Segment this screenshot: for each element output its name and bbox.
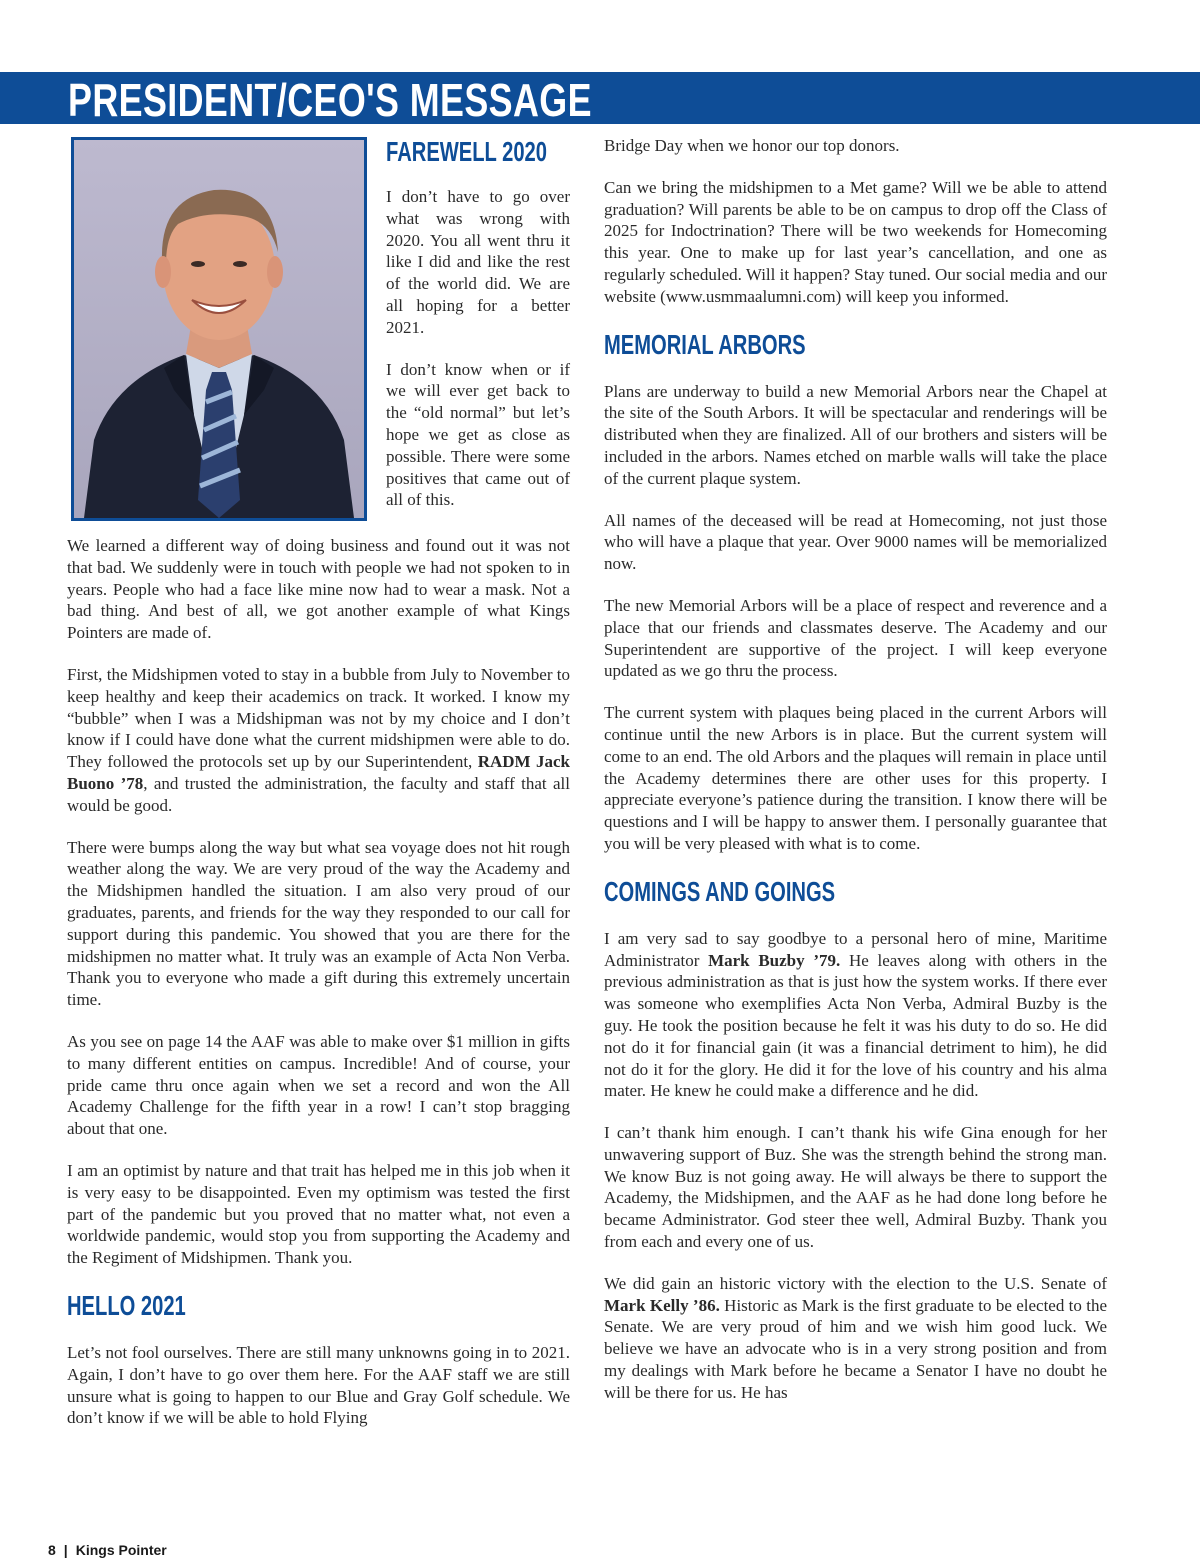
arbors-paragraph-3: The new Memorial Arbors will be a place of respect and reverence and a place that our friends and classmates deserve. The Academy and our Superintendent are supportive of the project. I will keep everyone updated as we go thru the process. [604, 595, 1107, 681]
page-footer [48, 1542, 167, 1558]
comings-paragraph-1: I am very sad to say goodbye to a personal hero of mine, Maritime Administrator Mark Buzby ’79. He leaves along with others in the previous administration as that is just how the system works. If there ever was someone who exemplifies Acta Non Verba, Admiral Buzby is the guy. He took the position because he felt it was his duty to do so. He did not do it for financial gain (it was a financial detriment to him), he did not do it for the glory. He did it for the love of his country and his alma mater. He knew he could make a difference and he did. [604, 928, 1107, 1101]
heading-hello-2021: HELLO 2021 [67, 1289, 186, 1321]
farewell-paragraph-1: We learned a different way of doing business and found out it was not that bad. We suddenly were in touch with people we had not spoken to in years. People who had a face like mine now had to wear a mask. Not a bad thing. And best of all, we got another example of what Kings Pointers are made of. [67, 536, 570, 643]
arbors-paragraph-1: Plans are underway to build a new Memorial Arbors near the Chapel at the site of the South Arbors. It will be spectacular and renderings will be distributed when they are finalized. All of our brothers and sisters will be included in the arbors. Names etched on marble walls will take the place of the current plaque system. [604, 381, 1107, 488]
name-mark-kelly: Mark Kelly ’86. [604, 1295, 720, 1315]
hello-paragraph-2: Can we bring the midshipmen to a Met game? Will we be able to attend graduation? Will parents be able to be on campus to drop off the Class of 2025 for Indoctrination? There will be two weekends for Homecoming this year. One to make up for last year’s cancellation, and one as regularly scheduled. Will it happen? Stay tuned. Our social media and our website (www.usmmaalumni.com) will keep you informed. [604, 177, 1107, 306]
footer-separator: | [63, 1542, 68, 1558]
heading-farewell-2020: FAREWELL 2020 [386, 136, 547, 167]
name-mark-buzby: Mark Buzby ’79. [708, 950, 841, 970]
heading-memorial-arbors: MEMORIAL ARBORS [604, 328, 806, 360]
intro-paragraph-2: I don’t know when or if we will ever get back to the “old normal” but let’s hope we get as close as possible. There were some positives that came out of all of this. [386, 359, 570, 510]
page-title: PRESIDENT/CEO'S MESSAGE [68, 74, 592, 126]
portrait-illustration [74, 140, 364, 518]
arbors-paragraph-4: The current system with plaques being placed in the current Arbors will continue until the new Arbors is in place. But the current system will come to an end. The old Arbors and the plaques will remain in place until the Academy determines there are other uses for this property. I appreciate everyone’s patience during the transition. I know there will be questions and I will be happy to answer them. I personally guarantee that you will be very pleased with what is to come. [604, 703, 1107, 853]
heading-comings-and-goings: COMINGS AND GOINGS [604, 875, 836, 907]
publication-name: Kings Pointer [75, 1542, 167, 1558]
comings-paragraph-2: I can’t thank him enough. I can’t thank his wife Gina enough for her unwavering support of Buz. She was the strength behind the strong man. We know Buz is not going away. He will always be there to support the Academy, the Midshipmen, and the AAF as he had done long before he became Administrator. God steer thee well, Admiral Buzby. Thank you from each and every one of us. [604, 1123, 1107, 1252]
farewell-paragraph-4: As you see on page 14 the AAF was able to make over $1 million in gifts to many different entities on campus. Incredible! And of course, your pride came thru once again when we set a record and won the All Academy Challenge for the fifth year in a row! I can’t stop bragging about that one. [67, 1031, 570, 1139]
intro-column [386, 135, 570, 531]
farewell-paragraph-2: First, the Midshipmen voted to stay in a bubble from July to November to keep healthy and keep their academics on track. It worked. I know my “bubble” when I was a Midshipman was not by my choice and I don’t know if I could have done what the current midshipmen were able to do. They followed the protocols set up by our Superintendent, RADM Jack Buono ’78, and trusted the administration, the faculty and staff that all would be good. [67, 664, 570, 815]
right-column [604, 135, 1107, 1424]
portrait-photo [71, 137, 367, 521]
farewell-paragraph-5: I am an optimist by nature and that trait has helped me in this job when it is very easy to be disappointed. Even my optimism was tested the first part of the pandemic but you proved that no matter what, not even a worldwide pandemic, would stop you from supporting the Academy and the Regiment of Midshipmen. Thank you. [67, 1160, 570, 1268]
left-column [67, 535, 570, 1449]
hello-paragraph-1-continued: Bridge Day when we honor our top donors. [604, 136, 900, 155]
page-number: 8 [48, 1542, 56, 1558]
farewell-paragraph-3: There were bumps along the way but what sea voyage does not hit rough weather along the way. We are very proud of the way the Academy and the Midshipmen handled the situation. I am also very proud of our graduates, parents, and friends for the way they responded to our call for support during this pandemic. You showed that you are there for the midshipmen no matter what. It truly was an example of Acta Non Verba. Thank you to everyone who made a gift during this extremely uncertain time. [67, 837, 570, 1010]
name-jack-buono: RADM Jack Buono ’78 [67, 752, 570, 793]
arbors-paragraph-2: All names of the deceased will be read at Homecoming, not just those who will have a plaque that year. Over 9000 names will be memorialized now. [604, 510, 1107, 574]
intro-paragraph-1: I don’t have to go over what was wrong with 2020. You all went thru it like I did and like the rest of the world did. We are all hoping for a better 2021. [386, 187, 570, 337]
comings-paragraph-3: We did gain an historic victory with the election to the U.S. Senate of Mark Kelly ’86. Historic as Mark is the first graduate to be elected to the Senate. We are very proud of him and we wish him good luck. We believe we have an advocate who is in a very strong position and from my dealings with Mark before he became a Senator I have no doubt he will be there for us. He has [604, 1273, 1108, 1402]
hello-paragraph-1: Let’s not fool ourselves. There are still many unknowns going in to 2021. Again, I don’t have to go over them here. For the AAF staff we are still unsure what is going to happen to our Blue and Gray Golf schedule. We don’t know if we will be able to hold Flying [67, 1342, 570, 1428]
